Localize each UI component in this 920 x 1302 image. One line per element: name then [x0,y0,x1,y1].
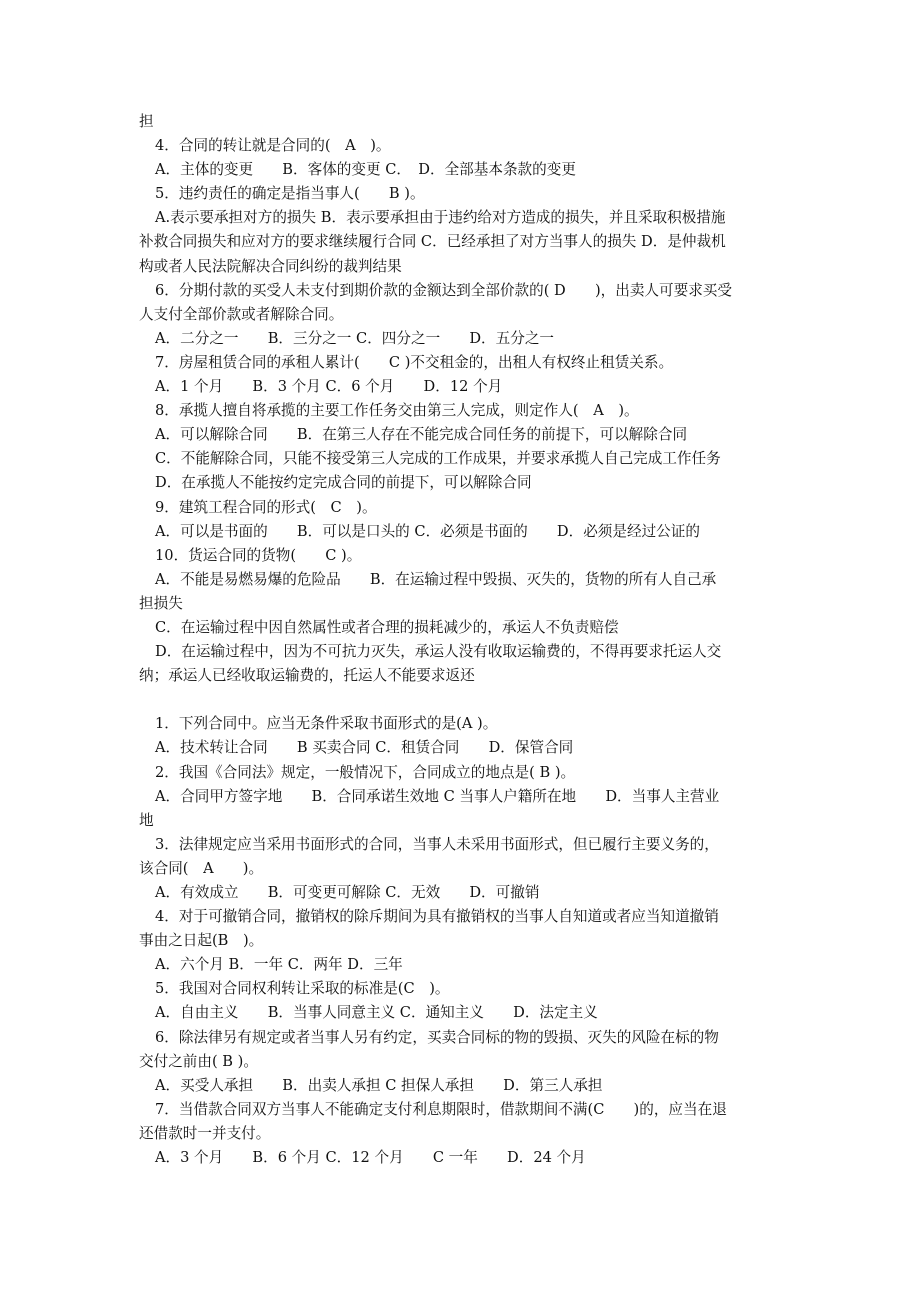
text-line: A．可以解除合同 B．在第三人存在不能完成合同任务的前提下，可以解除合同 [155,426,688,444]
text-line: 7．房屋租赁合同的承租人累计( C )不交租金的，出租人有权终止租赁关系。 [155,353,674,371]
text-line: 7．当借款合同双方当事人不能确定支付利息期限时，借款期间不满(C )的，应当在退 [155,1100,727,1118]
text-line: 构或者人民法院解决合同纠纷的裁判结果 [139,257,402,275]
text-line: 交付之前由( B )。 [139,1052,258,1070]
text-line: 担损失 [139,594,183,612]
question-section-a [139,110,785,688]
text-line: A．可以是书面的 B．可以是口头的 C．必须是书面的 D．必须是经过公证的 [155,522,700,540]
text-line: D．在承揽人不能按约定完成合同的前提下，可以解除合同 [155,474,532,492]
text-line: 担 [139,113,154,130]
text-line: 纳；承运人已经收取运输费的，托运人不能要求返还 [139,667,475,685]
text-line: 9．建筑工程合同的形式( C )。 [155,498,377,516]
text-line: A．买受人承担 B．出卖人承担 C 担保人承担 D．第三人承担 [155,1076,603,1094]
text-line: 4．合同的转让就是合同的( A )。 [155,137,391,155]
text-line: A．1 个月 B．3 个月 C．6 个月 D．12 个月 [155,378,503,396]
text-line: 2．我国《合同法》规定，一般情况下，合同成立的地点是( B )。 [155,763,576,781]
text-line: C．在运输过程中因自然属性或者合理的损耗减少的，承运人不负责赔偿 [155,618,619,636]
text-line: 8．承揽人擅自将承揽的主要工作任务交由第三人完成，则定作人( A )。 [155,402,639,420]
text-line: A．3 个月 B．6 个月 C．12 个月 C 一年 D．24 个月 [155,1149,586,1167]
text-line: 6．除法律另有规定或者当事人另有约定，买卖合同标的物的毁损、灭失的风险在标的物 [155,1028,719,1046]
document-page [139,110,785,1170]
text-line: A．有效成立 B．可变更可解除 C．无效 D．可撤销 [155,884,540,901]
text-line: 6．分期付款的买受人未支付到期价款的金额达到全部价款的( D )，出卖人可要求买受 [155,281,732,299]
text-line: A．自由主义 B．当事人同意主义 C．通知主义 D．法定主义 [155,1004,598,1022]
text-line: A．主体的变更 B．客体的变更 C． D．全部基本条款的变更 [155,161,576,179]
text-line: 补救合同损失和应对方的要求继续履行合同 C．已经承担了对方当事人的损失 D．是仲裁机 [139,233,726,251]
text-line: D．在运输过程中，因为不可抗力灭失，承运人没有收取运输费的，不得再要求托运人交 [155,643,722,661]
text-line: 人支付全部价款或者解除合同。 [139,305,344,323]
text-line: 3．法律规定应当采用书面形式的合同，当事人未采用书面形式，但已履行主要义务的， [155,835,719,853]
text-line: 地 [139,811,154,829]
text-line: A．技术转让合同 B 买卖合同 C．租赁合同 D．保管合同 [155,739,574,757]
text-line: 事由之日起(B )。 [139,932,264,950]
text-line: 1．下列合同中。应当无条件采取书面形式的是(A )。 [155,715,498,733]
text-line: A．六个月 B．一年 C．两年 D．三年 [155,956,403,974]
text-line: A．不能是易燃易爆的危险品 B．在运输过程中毁损、灭失的，货物的所有人自己承 [155,570,717,588]
question-section-b [139,712,785,1170]
text-line: 5．违约责任的确定是指当事人( B )。 [155,185,425,203]
text-line: A．合同甲方签字地 B．合同承诺生效地 C 当事人户籍所在地 D．当事人主营业 [155,787,720,805]
text-line: A．二分之一 B．三分之一 C．四分之一 D．五分之一 [155,329,555,347]
text-line: C．不能解除合同，只能不接受第三人完成的工作成果，并要求承揽人自己完成工作任务 [155,450,721,468]
text-line: 4．对于可撤销合同，撤销权的除斥期间为具有撤销权的当事人自知道或者应当知道撤销 [155,908,719,926]
section-spacer [139,688,785,712]
text-line: A.表示要承担对方的损失 B．表示要承担由于违约给对方造成的损失，并且采取积极措施 [155,209,726,227]
text-line: 5．我国对合同权利转让采取的标准是(C )。 [155,980,450,998]
text-line: 该合同( A )。 [139,859,264,877]
text-line: 还借款时一并支付。 [139,1124,271,1142]
text-line: 10．货运合同的货物( C )。 [155,546,362,564]
